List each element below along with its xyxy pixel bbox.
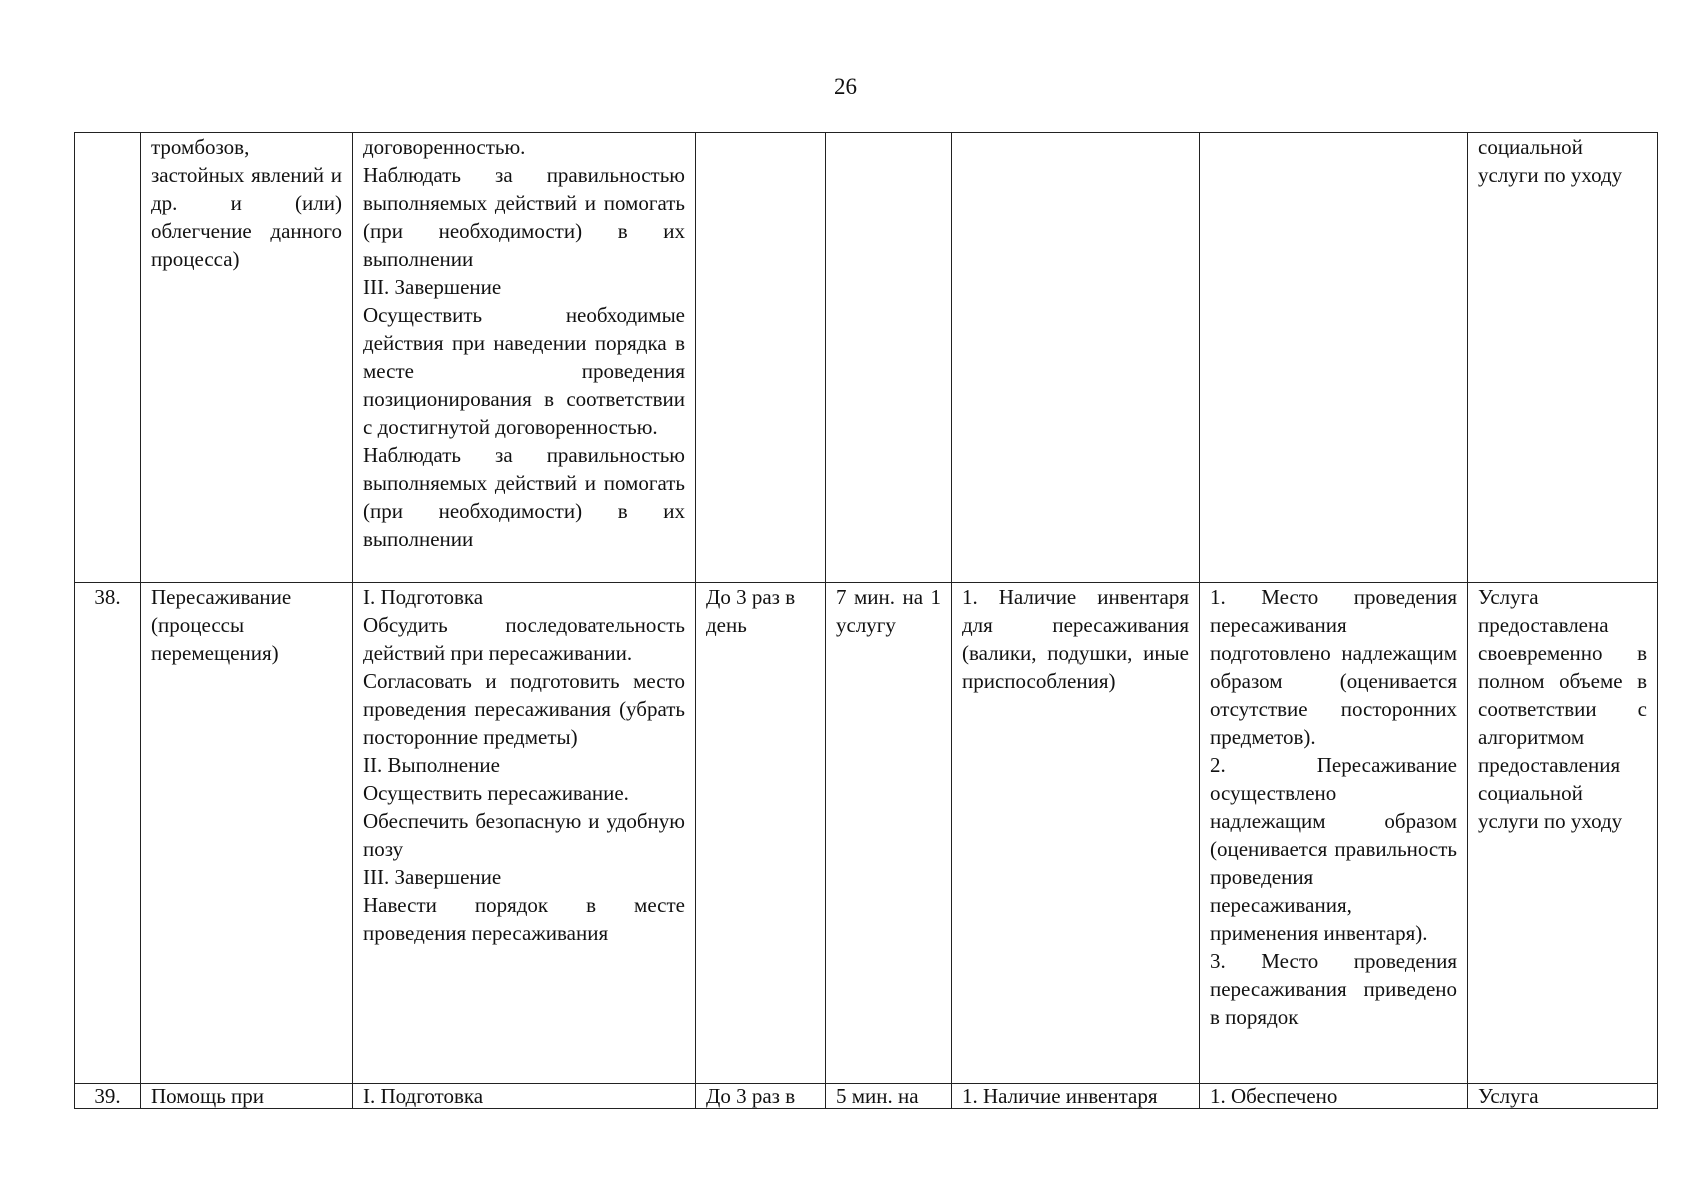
- row-number: 38.: [75, 583, 141, 1084]
- result-cell: Услуга: [1468, 1084, 1658, 1109]
- criterion-line: 1. Место проведения пересаживания подготовлено надлежащим образом (оценивается отсутствие посторонних предметов).: [1210, 585, 1457, 749]
- conditions-cell: [952, 583, 1200, 1084]
- service-steps: [353, 583, 696, 1084]
- row-number: [75, 133, 141, 583]
- step-line: Обеспечить безопасную и удобную позу: [363, 809, 685, 861]
- step-line: Согласовать и подготовить место проведения пересаживания (убрать посторонние предметы): [363, 669, 685, 749]
- step-line: Навести порядок в месте проведения пересаживания: [363, 893, 685, 945]
- table-row: [75, 583, 1658, 1084]
- service-name: Помощь при: [141, 1084, 353, 1109]
- result-cell: Услуга предоставлена своевременно в полном объеме в соответствии с алгоритмом предоставления социальной услуги по уходу: [1468, 583, 1658, 1084]
- criteria-cell: [1200, 133, 1468, 583]
- frequency-cell: До 3 раз в: [696, 1084, 826, 1109]
- page-number: 26: [834, 74, 857, 99]
- frequency-cell: До 3 раз в день: [696, 583, 826, 1084]
- service-name: Пересаживание (процессы перемещения): [141, 583, 353, 1084]
- step-line: I. Подготовка: [363, 1084, 484, 1108]
- time-cell: 7 мин. на 1 услугу: [826, 583, 952, 1084]
- criterion-line: 3. Место проведения пересаживания приведено в порядок: [1210, 949, 1457, 1029]
- table-row: [75, 133, 1658, 583]
- step-line: III. Завершение: [363, 865, 502, 889]
- time-cell: [826, 133, 952, 583]
- step-line: Наблюдать за правильностью выполняемых действий и помогать (при необходимости) в их выполнении: [363, 443, 685, 551]
- condition-line: 1. Наличие инвентаря для пересаживания (валики, подушки, иные приспособления): [962, 585, 1189, 693]
- step-line: договоренностью.: [363, 135, 526, 159]
- row-number: 39.: [75, 1084, 141, 1109]
- condition-line: 1. Наличие инвентаря: [962, 1084, 1158, 1108]
- frequency-cell: [696, 133, 826, 583]
- criteria-cell: [1200, 1084, 1468, 1109]
- service-name: тромбозов, застойных явлений и др. и (или) облегчение данного процесса): [141, 133, 353, 583]
- conditions-cell: [952, 1084, 1200, 1109]
- step-line: I. Подготовка: [363, 585, 484, 609]
- criterion-line: 2. Пересаживание осуществлено надлежащим образом (оценивается правильность проведения пересаживания, применения инвентаря).: [1210, 753, 1457, 945]
- service-steps: [353, 133, 696, 583]
- conditions-cell: [952, 133, 1200, 583]
- step-line: Обсудить последовательность действий при пересаживании.: [363, 613, 685, 665]
- criterion-line: 1. Обеспечено: [1210, 1084, 1338, 1108]
- service-steps: [353, 1084, 696, 1109]
- step-line: Осуществить необходимые действия при наведении порядка в месте проведения позиционирования в соответствии с достигнутой договоренностью.: [363, 303, 685, 439]
- step-line: Осуществить пересаживание.: [363, 781, 629, 805]
- step-line: III. Завершение: [363, 275, 502, 299]
- result-cell: социальной услуги по уходу: [1468, 133, 1658, 583]
- criteria-cell: [1200, 583, 1468, 1084]
- table-row: [75, 1084, 1658, 1109]
- step-line: II. Выполнение: [363, 753, 500, 777]
- time-cell: 5 мин. на: [826, 1084, 952, 1109]
- step-line: Наблюдать за правильностью выполняемых действий и помогать (при необходимости) в их выполнении: [363, 163, 685, 271]
- services-table: [74, 132, 1658, 1109]
